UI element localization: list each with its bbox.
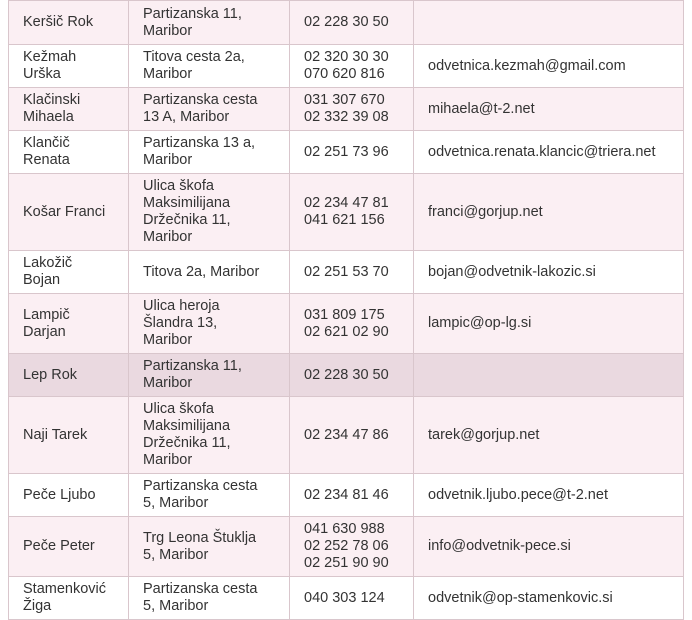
name-line: Peče Ljubo — [23, 486, 96, 503]
address-line: Maribor — [143, 375, 193, 391]
phone-cell — [290, 45, 414, 88]
table-row — [9, 251, 684, 294]
email-line: bojan@odvetnik-lakozic.si — [428, 263, 596, 280]
address-line: Partizanska cesta — [143, 581, 258, 597]
address-line: Maribor — [143, 22, 193, 39]
table-row — [9, 131, 684, 174]
address-line: Ulica škofa — [143, 178, 214, 194]
address-line: Maribor — [143, 66, 193, 82]
table-row — [9, 1, 684, 45]
table-row — [9, 174, 684, 251]
address-cell — [129, 577, 290, 620]
phone-cell — [290, 294, 414, 354]
phone-line: 02 251 53 70 — [304, 263, 389, 280]
address-line: 13 A, Maribor — [143, 109, 230, 125]
name-line: Bojan — [23, 272, 61, 288]
name-cell — [9, 294, 129, 354]
phone-line: 02 234 47 86 — [304, 426, 389, 443]
address-line: Držečnika 11, — [143, 435, 231, 451]
phone-line: 02 228 30 50 — [304, 14, 389, 30]
name-line: Lep Rok — [23, 366, 78, 383]
address-line: Držečnika 11, — [143, 212, 231, 228]
phone-cell — [290, 174, 414, 251]
email-line: mihaela@t-2.net — [428, 100, 535, 117]
name-line: Peče Peter — [23, 538, 95, 554]
name-cell — [9, 1, 129, 45]
phone-cell — [290, 251, 414, 294]
phone-line: 031 809 175 — [304, 306, 385, 323]
email-cell[interactable] — [414, 251, 684, 294]
table-row — [9, 45, 684, 88]
name-cell — [9, 474, 129, 517]
phone-line: 040 303 124 — [304, 589, 385, 606]
address-line: Partizanska cesta — [143, 92, 258, 108]
table-row — [9, 88, 684, 131]
phone-cell — [290, 577, 414, 620]
email-line: odvetnica.renata.klancic@triera.net — [428, 143, 656, 160]
lawyers-table — [8, 0, 684, 620]
name-cell — [9, 174, 129, 251]
address-line: Partizanska 11, — [143, 5, 242, 22]
table-row — [9, 354, 684, 397]
name-line: Urška — [23, 66, 61, 82]
phone-line: 02 320 30 30 — [304, 49, 389, 65]
name-line: Klačinski — [23, 92, 81, 108]
address-cell — [129, 88, 290, 131]
name-cell — [9, 577, 129, 620]
phone-line: 02 252 78 06 — [304, 538, 389, 554]
phone-cell — [290, 517, 414, 577]
name-line: Keršič Rok — [23, 14, 94, 30]
phone-cell — [290, 354, 414, 397]
name-cell — [9, 354, 129, 397]
address-line: Ulica škofa — [143, 401, 214, 417]
phone-line: 02 251 73 96 — [304, 143, 389, 160]
address-line: 5, Maribor — [143, 598, 209, 614]
name-line: Lampič — [23, 306, 70, 323]
phone-line: 02 621 02 90 — [304, 323, 389, 340]
email-line: odvetnik.ljubo.pece@t-2.net — [428, 486, 608, 503]
phone-line: 02 234 47 81 — [304, 195, 389, 211]
email-cell[interactable] — [414, 397, 684, 474]
name-line: Stamenković — [23, 581, 107, 597]
address-cell — [129, 174, 290, 251]
name-line: Lakožič — [23, 255, 73, 271]
name-cell — [9, 131, 129, 174]
name-line: Renata — [23, 152, 70, 168]
address-line: Maksimilijana — [143, 195, 231, 211]
address-line: Šlandra 13, — [143, 315, 218, 331]
address-cell — [129, 131, 290, 174]
phone-line: 02 234 81 46 — [304, 486, 389, 503]
address-line: Maribor — [143, 229, 193, 245]
name-cell — [9, 517, 129, 577]
address-line: Partizanska 11, — [143, 358, 242, 374]
name-cell — [9, 88, 129, 131]
table-row — [9, 517, 684, 577]
email-cell[interactable] — [414, 88, 684, 131]
address-line: Maribor — [143, 452, 193, 468]
name-line: Kežmah — [23, 49, 77, 65]
table-row — [9, 294, 684, 354]
address-line: 5, Maribor — [143, 546, 209, 563]
table-row — [9, 474, 684, 517]
phone-cell — [290, 397, 414, 474]
email-cell[interactable] — [414, 294, 684, 354]
email-cell[interactable] — [414, 174, 684, 251]
name-cell — [9, 397, 129, 474]
address-line: Titova 2a, Maribor — [143, 263, 260, 280]
name-line: Košar Franci — [23, 203, 106, 220]
phone-line: 070 620 816 — [304, 66, 385, 82]
email-cell[interactable] — [414, 131, 684, 174]
email-cell[interactable] — [414, 474, 684, 517]
address-cell — [129, 45, 290, 88]
phone-line: 041 630 988 — [304, 521, 385, 537]
email-line: lampic@op-lg.si — [428, 315, 532, 331]
table-row — [9, 577, 684, 620]
phone-cell — [290, 88, 414, 131]
address-cell — [129, 251, 290, 294]
email-line: odvetnik@op-stamenkovic.si — [428, 589, 613, 606]
phone-line: 02 332 39 08 — [304, 109, 389, 125]
address-line: Trg Leona Štuklja — [143, 529, 257, 546]
table-row — [9, 397, 684, 474]
address-line: Maribor — [143, 152, 193, 168]
address-line: Maksimilijana — [143, 418, 231, 434]
address-line: Titova cesta 2a, — [143, 49, 245, 65]
email-cell[interactable] — [414, 517, 684, 577]
address-cell — [129, 474, 290, 517]
email-cell — [414, 354, 684, 397]
name-line: Darjan — [23, 323, 66, 340]
phone-cell — [290, 1, 414, 45]
name-line: Naji Tarek — [23, 426, 88, 443]
email-line: tarek@gorjup.net — [428, 426, 540, 443]
phone-line: 041 621 156 — [304, 212, 385, 228]
email-cell — [414, 1, 684, 45]
address-line: Partizanska cesta — [143, 478, 258, 494]
address-cell — [129, 294, 290, 354]
email-cell[interactable] — [414, 45, 684, 88]
email-line: franci@gorjup.net — [428, 203, 543, 220]
phone-cell — [290, 131, 414, 174]
name-line: Mihaela — [23, 109, 74, 125]
phone-line: 02 228 30 50 — [304, 366, 389, 383]
address-line: Maribor — [143, 332, 193, 348]
address-line: Ulica heroja — [143, 298, 220, 314]
email-line: odvetnica.kezmah@gmail.com — [428, 57, 626, 74]
lawyers-table-body — [9, 1, 684, 620]
address-cell — [129, 397, 290, 474]
phone-cell — [290, 474, 414, 517]
name-line: Žiga — [23, 598, 52, 614]
address-cell — [129, 354, 290, 397]
address-line: Partizanska 13 a, — [143, 135, 256, 151]
phone-line: 031 307 670 — [304, 92, 385, 108]
address-line: 5, Maribor — [143, 495, 209, 511]
email-cell[interactable] — [414, 577, 684, 620]
name-cell — [9, 45, 129, 88]
name-line: Klančič — [23, 135, 70, 151]
address-cell — [129, 517, 290, 577]
email-line: info@odvetnik-pece.si — [428, 538, 571, 554]
address-cell — [129, 1, 290, 45]
phone-line: 02 251 90 90 — [304, 555, 389, 571]
name-cell — [9, 251, 129, 294]
